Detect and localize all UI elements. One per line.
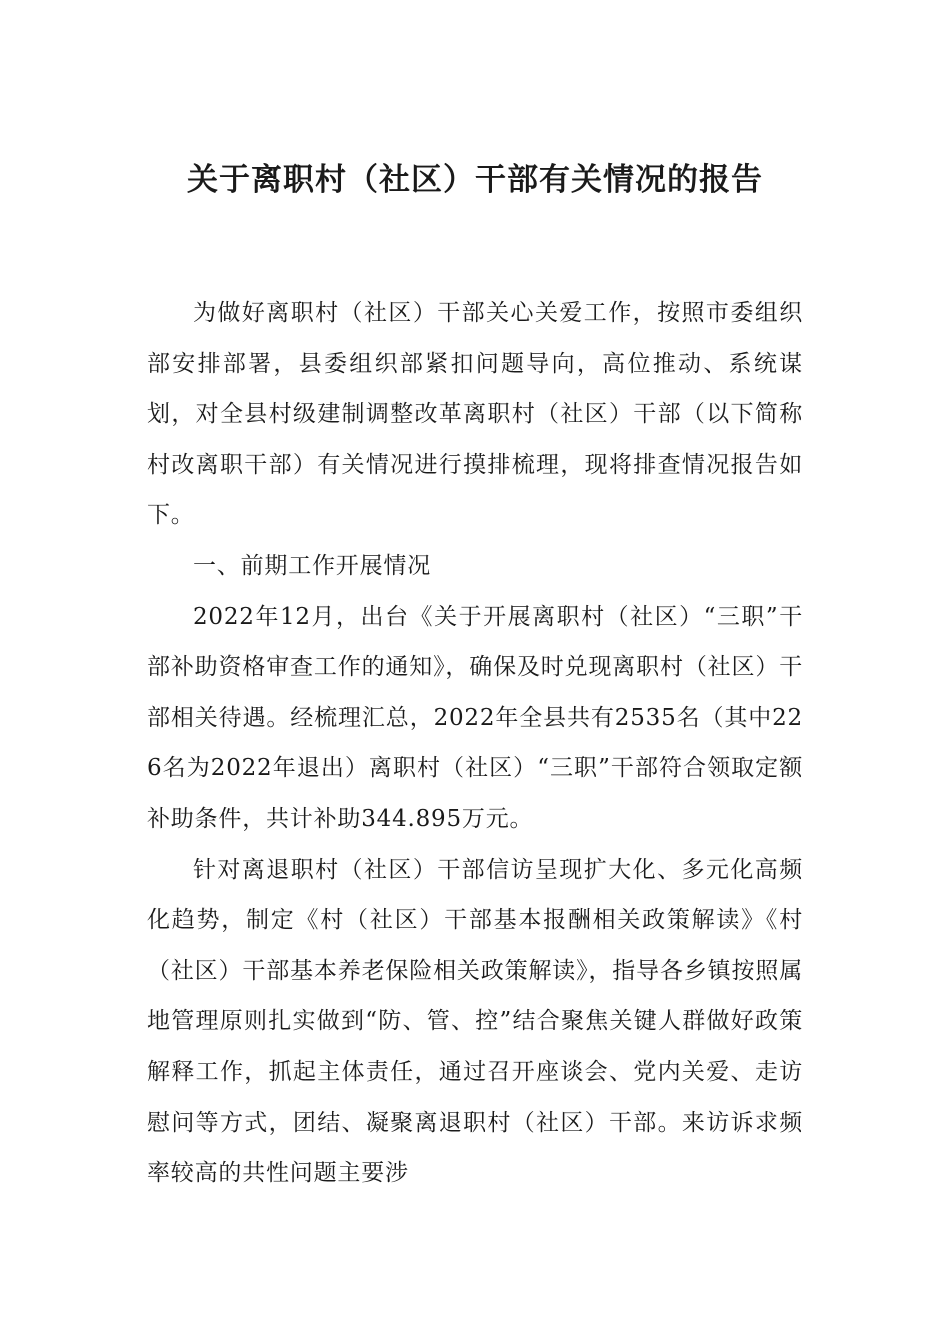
section-heading-1: 一、前期工作开展情况	[193, 552, 431, 579]
paragraph-petition: 针对离退职村（社区）干部信访呈现扩大化、多元化高频化趋势，制定《村（社区）干部基本报酬相关政策解读》《村（社区）干部基本养老保险相关政策解读》，指导各乡镇按照属地管理原则扎实做到“防、管、控”结合聚焦关键人群做好政策解释工作，抓起主体责任，通过召开座谈会、党内关爱、走访慰问等方式，团结、凝聚离退职村（社区）干部。来访诉求频率较高的共性问题主要涉	[147, 856, 803, 1187]
document-body	[147, 288, 803, 1199]
paragraph-intro: 为做好离职村（社区）干部关心关爱工作，按照市委组织部安排部署，县委组织部紧扣问题导向，高位推动、系统谋划，对全县村级建制调整改革离职村（社区）干部（以下简称村改离职干部）有关情况进行摸排梳理，现将排查情况报告如下。	[147, 300, 803, 529]
paragraph-subsidy: 2022年12月，出台《关于开展离职村（社区）“三职”干部补助资格审查工作的通知》，确保及时兑现离职村（社区）干部相关待遇。经梳理汇总，2022年全县共有2535名（其中226名为2022年退出）离职村（社区）“三职”干部符合领取定额补助条件，共计补助344.895万元。	[147, 603, 803, 832]
document-title: 关于离职村（社区）干部有关情况的报告	[187, 162, 763, 198]
